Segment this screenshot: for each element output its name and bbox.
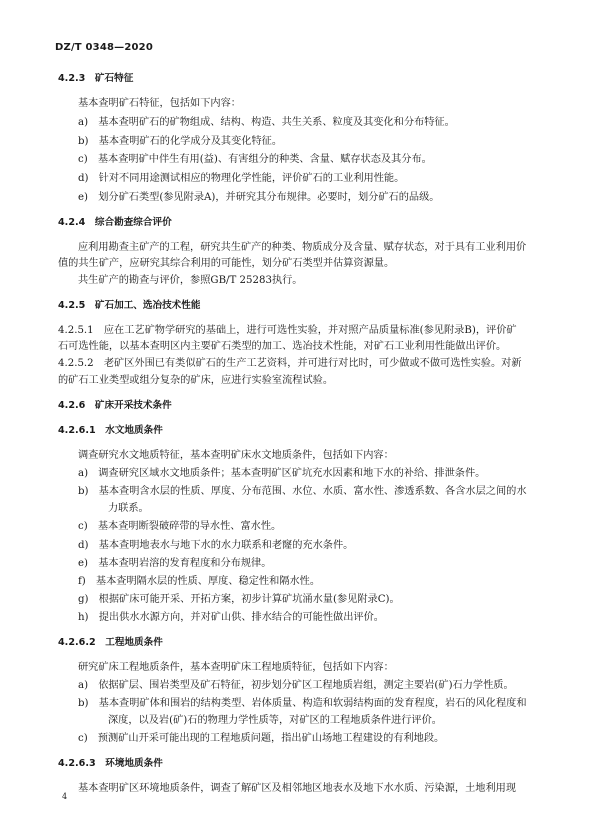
text-line: c) 预测矿山开采可能出现的工程地质问题，指出矿山场地工程建设的有利地段。	[78, 733, 445, 744]
text-line: d) 基本查明地表水与地下水的水力联系和老窿的充水条件。	[78, 540, 354, 551]
section-heading: 4.2.5 矿石加工、选冶技术性能	[58, 300, 201, 311]
text-line: d) 针对不同用途测试相应的物理化学性能，评价矿石的工业利用性能。	[78, 173, 405, 184]
text-line: 基本查明矿区环境地质条件，调查了解矿区及相邻地区地表水及地下水水质、污染源，土地利用现	[78, 783, 517, 794]
text-line: b) 基本查明含水层的性质、厚度、分布范围、水位、水质、富水性、渗透系数、各含水层之间的水	[78, 486, 527, 497]
text-line: a) 依据矿层、围岩类型及矿石特征，初步划分矿区工程地质岩组，测定主要岩(矿)石力学性质。	[78, 680, 514, 691]
text-line: a) 基本查明矿石的矿物组成、结构、构造、共生关系、粒度及其变化和分布特征。	[78, 117, 455, 128]
section-heading: 4.2.6.3 环境地质条件	[58, 758, 163, 769]
document-header: DZ/T 0348—2020	[55, 42, 153, 53]
text-line: 调查研究水文地质特征，基本查明矿床水文地质条件，包括如下内容：	[78, 450, 394, 461]
text-line: c) 基本查明矿中伴生有用(益)、有害组分的种类、含量、赋存状态及其分布。	[78, 154, 432, 165]
text-line: g) 根据矿床可能开采、开拓方案，初步计算矿坑涌水量(参见附录C)。	[78, 594, 400, 605]
section-heading: 4.2.6.1 水文地质条件	[58, 425, 163, 436]
section-heading: 4.2.6 矿床开采技术条件	[58, 400, 172, 411]
text-line: a) 调查研究区域水文地质条件；基本查明矿区矿坑充水因素和地下水的补给、排泄条件。	[78, 468, 486, 479]
text-line: 石可选性能，以基本查明区内主要矿石类型的加工、选冶技术性能，对矿石工业利用性能做出评价。	[58, 341, 507, 352]
text-line: 研究矿床工程地质条件，基本查明矿床工程地质特征，包括如下内容：	[78, 662, 394, 673]
text-line: 值的共生矿产，应研究其综合利用的可能性，划分矿石类型并估算资源量。	[58, 258, 395, 269]
text-line: 深度，以及岩(矿)石的物理力学性质等，对矿区的工程地质条件进行评价。	[108, 715, 442, 726]
text-line: c) 基本查明断裂破碎带的导水性、富水性。	[78, 521, 282, 532]
text-line: 基本查明矿石特征，包括如下内容：	[78, 98, 241, 109]
text-line: b) 基本查明矿体和围岩的结构类型、岩体质量、构造和软弱结构面的发育程度，岩石的风化程度和	[78, 698, 527, 709]
text-line: h) 提出供水水源方向，并对矿山供、排水结合的可能性做出评价。	[78, 612, 384, 623]
text-line: e) 基本查明岩溶的发育程度和分布规律。	[78, 558, 272, 569]
text-line: 4.2.5.1 应在工艺矿物学研究的基础上，进行可选性实验，并对照产品质量标准(参见附录B)，评价矿	[58, 325, 517, 336]
text-line: 4.2.5.2 老矿区外围已有类似矿石的生产工艺资料，并可进行对比时，可少做或不做可选性实验。对新	[58, 358, 522, 369]
text-line: e) 划分矿石类型(参见附录A)，并研究其分布规律。必要时，划分矿石的品级。	[78, 192, 440, 203]
text-line: 应利用勘查主矿产的工程，研究共生矿产的种类、物质成分及含量、赋存状态，对于具有工业利用价	[78, 242, 527, 253]
text-line: 的矿石工业类型或组分复杂的矿床，应进行实验室流程试验。	[58, 375, 334, 386]
text-line: f) 基本查明隔水层的性质、厚度、稳定性和隔水性。	[78, 576, 321, 587]
page-number: 4	[62, 792, 68, 801]
section-heading: 4.2.4 综合勘查综合评价	[58, 217, 172, 228]
text-line: 共生矿产的勘查与评价，参照GB/T 25283执行。	[78, 275, 303, 286]
section-heading: 4.2.6.2 工程地质条件	[58, 637, 163, 648]
section-heading: 4.2.3 矿石特征	[58, 73, 134, 84]
text-line: b) 基本查明矿石的化学成分及其变化特征。	[78, 136, 283, 147]
text-line: 力联系。	[108, 503, 149, 514]
